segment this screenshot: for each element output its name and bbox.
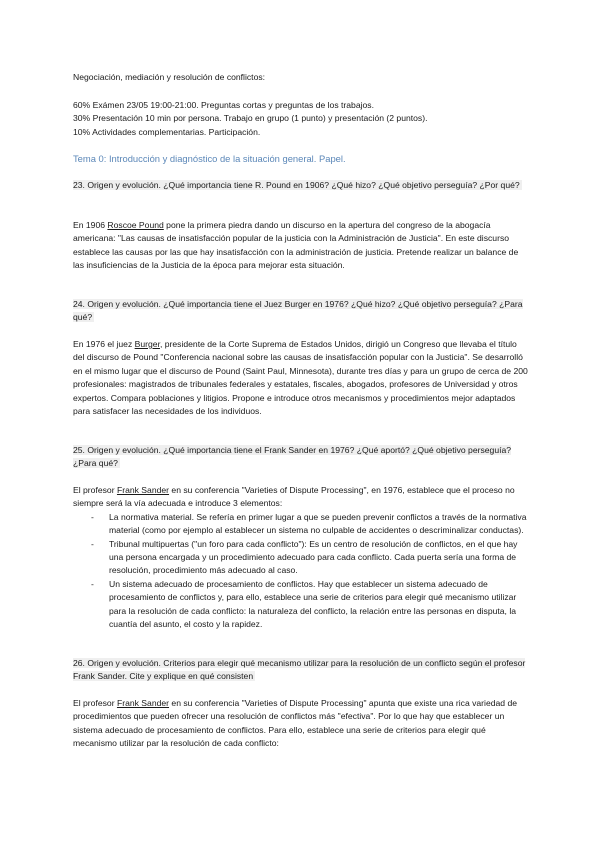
grading-line: 10% Actividades complementarias. Participación.: [73, 126, 261, 137]
answer-text: , presidente de la Corte Suprema de Estados Unidos, dirigió un Congreso que llevaba el título del discurso de Pound "Conferencia nacional sobre las causas de insatisfacción popular con la Justicia". Se desarrolló en el mismo lugar que el discurso de Pound (Saint Paul, Minnesota), durante tres días y para un grupo de cerca de 200 profesionales: magistrados de tribunales federales y estatales, fiscales, abogados, profesores de Universidad y otros expertos. Compara poblaciones y litigios. Propone e introduce otros mecanismos y procedimientos mejor adaptados para satisfacer las necesidades de los individuos.: [73, 339, 528, 417]
list-item-text: Un sistema adecuado de procesamiento de conflictos. Hay que establecer un sistema adecuado de procesamiento de conflictos y, para ello, establece una serie de criterios para elegir qué mecanismo utilizar para la resolución de cada conflicto: la naturaleza del conflicto, la relación entre las personas en disputa, la cuantía del asunto, el costo y la rapidez.: [109, 578, 517, 630]
dash-bullet: -: [91, 511, 94, 522]
answer-25: [73, 484, 528, 631]
answer-text: El profesor: [73, 485, 117, 495]
answer-text: En 1906: [73, 220, 108, 230]
grading-list: [73, 99, 528, 139]
answer-26: [73, 697, 528, 751]
dash-bullet: -: [91, 578, 94, 589]
question-25: [73, 444, 528, 471]
question-text: 26. Origen y evolución. Criterios para elegir qué mecanismo utilizar para la resolución de un conflicto según el profesor Frank Sander. Cite y explique en qué consisten: [73, 658, 526, 682]
answer-24: [73, 338, 528, 418]
name-link[interactable]: Frank Sander: [116, 485, 170, 495]
list-item: [73, 578, 528, 632]
document-title: Negociación, mediación y resolución de conflictos:: [73, 72, 266, 82]
answer-text: El profesor: [73, 698, 117, 708]
answer-text: pone la primera piedra dando un discurso en la apertura del congreso de la abogacía americana: "Las causas de insatisfacción popular de la justicia con la Administración de Justicia". En este discurso establece las causas por las que hay insatisfacción con la administración de justicia. Pretende realizar un balance de las insuficiencias de la Justicia de la época para mejorar esta situación.: [73, 220, 519, 271]
answer-text: En 1976 el juez: [73, 339, 135, 349]
document-header: [73, 71, 528, 84]
list-item: [73, 511, 528, 538]
question-text: 24. Origen y evolución. ¿Qué importancia tiene el Juez Burger en 1976? ¿Qué hizo? ¿Qué objetivo perseguía? ¿Para qué?: [73, 299, 523, 323]
question-text: 23. Origen y evolución. ¿Qué importancia tiene R. Pound en 1906? ¿Qué hizo? ¿Qué objetivo perseguía? ¿Por qué?: [73, 180, 520, 190]
name-link[interactable]: Frank Sander: [116, 698, 170, 708]
answer-23: [73, 219, 528, 273]
question-text: 25. Origen y evolución. ¿Qué importancia tiene el Frank Sander en 1976? ¿Qué aportó? ¿Qué objetivo perseguía? ¿Para qué?: [73, 445, 512, 469]
answer-text: en su conferencia "Varieties of Dispute Processing" apunta que existe una rica variedad de procedimientos que pueden ofrecer una resolución de conflictos más "efectiva". Por lo que hay que establecer un sistema adecuado de procesamiento de conflictos. Para ello, establece una serie de criterios para elegir qué mecanismo utilizar par la resolución de cada conflicto:: [73, 698, 518, 749]
topic-heading: Tema 0: Introducción y diagnóstico de la situación general. Papel.: [73, 153, 346, 164]
grading-line: 30% Presentación 10 min por persona. Trabajo en grupo (1 punto) y presentación (2 puntos).: [73, 113, 428, 124]
question-23: [73, 179, 528, 192]
list-item-text: Tribunal multipuertas ("un foro para cada conflicto"): Es un centro de resolución de conflictos, en el que hay una persona encargada y un procedimiento adecuado para cada conflicto. Cada puerta sería una forma de resolución, procedimiento más adecuado al caso.: [109, 538, 518, 576]
question-26: [73, 657, 528, 684]
answer-text: en su conferencia "Varieties of Dispute Processing", en 1976, establece que el proceso no siempre será la vía adecuada e introduce 3 elementos:: [73, 485, 515, 509]
list-item-text: La normativa material. Se refería en primer lugar a que se pueden prevenir conflictos a través de la normativa material (como por ejemplo al establecer un sistema no culpable de accidentes o descriminalizar conductas).: [109, 511, 527, 536]
name-link[interactable]: Burger: [134, 339, 160, 349]
dash-bullet: -: [91, 538, 94, 549]
question-24: [73, 298, 528, 325]
criteria-list: [73, 511, 528, 632]
grading-line: 60% Exámen 23/05 19:00-21:00. Preguntas cortas y preguntas de los trabajos.: [73, 100, 374, 110]
list-item: [73, 538, 528, 578]
name-link[interactable]: Roscoe Pound: [107, 220, 164, 230]
